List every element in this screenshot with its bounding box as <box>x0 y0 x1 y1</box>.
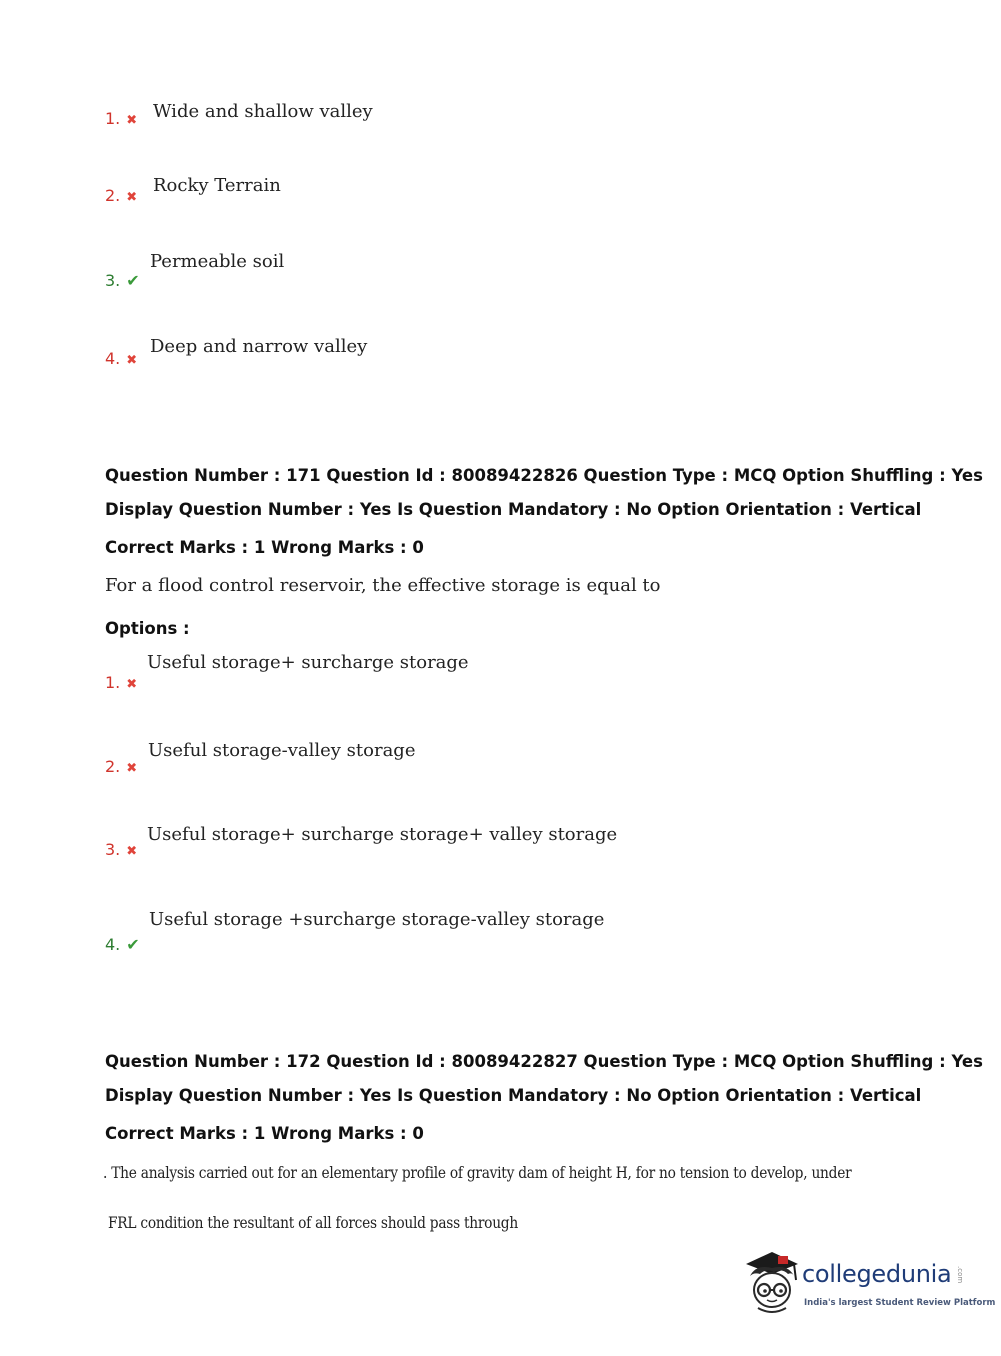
q171-options-label: Options : <box>105 619 190 638</box>
q171-option-1 <box>105 673 137 692</box>
mascot-icon <box>742 1250 802 1320</box>
q172-marks: Correct Marks : 1 Wrong Marks : 0 <box>105 1124 424 1143</box>
option-number: 4. <box>105 349 121 368</box>
q172-meta-line2: Display Question Number : Yes Is Question Mandatory : No Option Orientation : Vertical <box>105 1086 922 1105</box>
q171-option-3-text: Useful storage+ surcharge storage+ valley storage <box>147 824 618 845</box>
q171-question-text: For a flood control reservoir, the effective storage is equal to <box>105 575 661 596</box>
q171-option-2 <box>105 757 137 776</box>
cross-icon: ✖ <box>126 113 138 128</box>
q171-option-4 <box>105 935 140 954</box>
cross-icon: ✖ <box>126 190 138 205</box>
check-icon: ✔ <box>126 935 140 954</box>
option-number: 3. <box>105 271 121 290</box>
q171-option-3 <box>105 840 137 859</box>
cross-icon: ✖ <box>126 844 138 859</box>
prev-option-1-text: Wide and shallow valley <box>153 101 373 122</box>
q171-meta-line1: Question Number : 171 Question Id : 80089422826 Question Type : MCQ Option Shuffling : Yes <box>105 466 983 485</box>
prev-option-3-text: Permeable soil <box>150 251 285 272</box>
q171-option-2-text: Useful storage-valley storage <box>148 740 416 761</box>
cross-icon: ✖ <box>126 761 138 776</box>
collegedunia-logo <box>742 1250 996 1320</box>
prev-option-4 <box>105 349 137 368</box>
option-number: 4. <box>105 935 121 954</box>
q172-question-line1: . The analysis carried out for an elementary profile of gravity dam of height H, for no tension to develop, under <box>103 1163 852 1182</box>
prev-option-2-text: Rocky Terrain <box>153 175 281 196</box>
check-icon: ✔ <box>126 271 140 290</box>
prev-option-1 <box>105 109 137 128</box>
cross-icon: ✖ <box>126 353 138 368</box>
q172-meta-line1: Question Number : 172 Question Id : 80089422827 Question Type : MCQ Option Shuffling : Yes <box>105 1052 983 1071</box>
q171-option-4-text: Useful storage +surcharge storage-valley storage <box>149 909 605 930</box>
prev-option-3 <box>105 271 140 290</box>
q171-option-1-text: Useful storage+ surcharge storage <box>147 652 469 673</box>
prev-option-4-text: Deep and narrow valley <box>150 336 368 357</box>
prev-option-2 <box>105 186 137 205</box>
logo-wordmark: collegedunia <box>802 1260 952 1288</box>
option-number: 2. <box>105 757 121 776</box>
cross-icon: ✖ <box>126 677 138 692</box>
option-number: 2. <box>105 186 121 205</box>
logo-tagline: India's largest Student Review Platform <box>804 1298 996 1308</box>
option-number: 1. <box>105 673 121 692</box>
logo-domain-suffix: .com <box>956 1266 964 1284</box>
q171-marks: Correct Marks : 1 Wrong Marks : 0 <box>105 538 424 557</box>
option-number: 1. <box>105 109 121 128</box>
q171-meta-line2: Display Question Number : Yes Is Question Mandatory : No Option Orientation : Vertical <box>105 500 922 519</box>
option-number: 3. <box>105 840 121 859</box>
q172-question-line2: FRL condition the resultant of all forces should pass through <box>108 1213 518 1232</box>
